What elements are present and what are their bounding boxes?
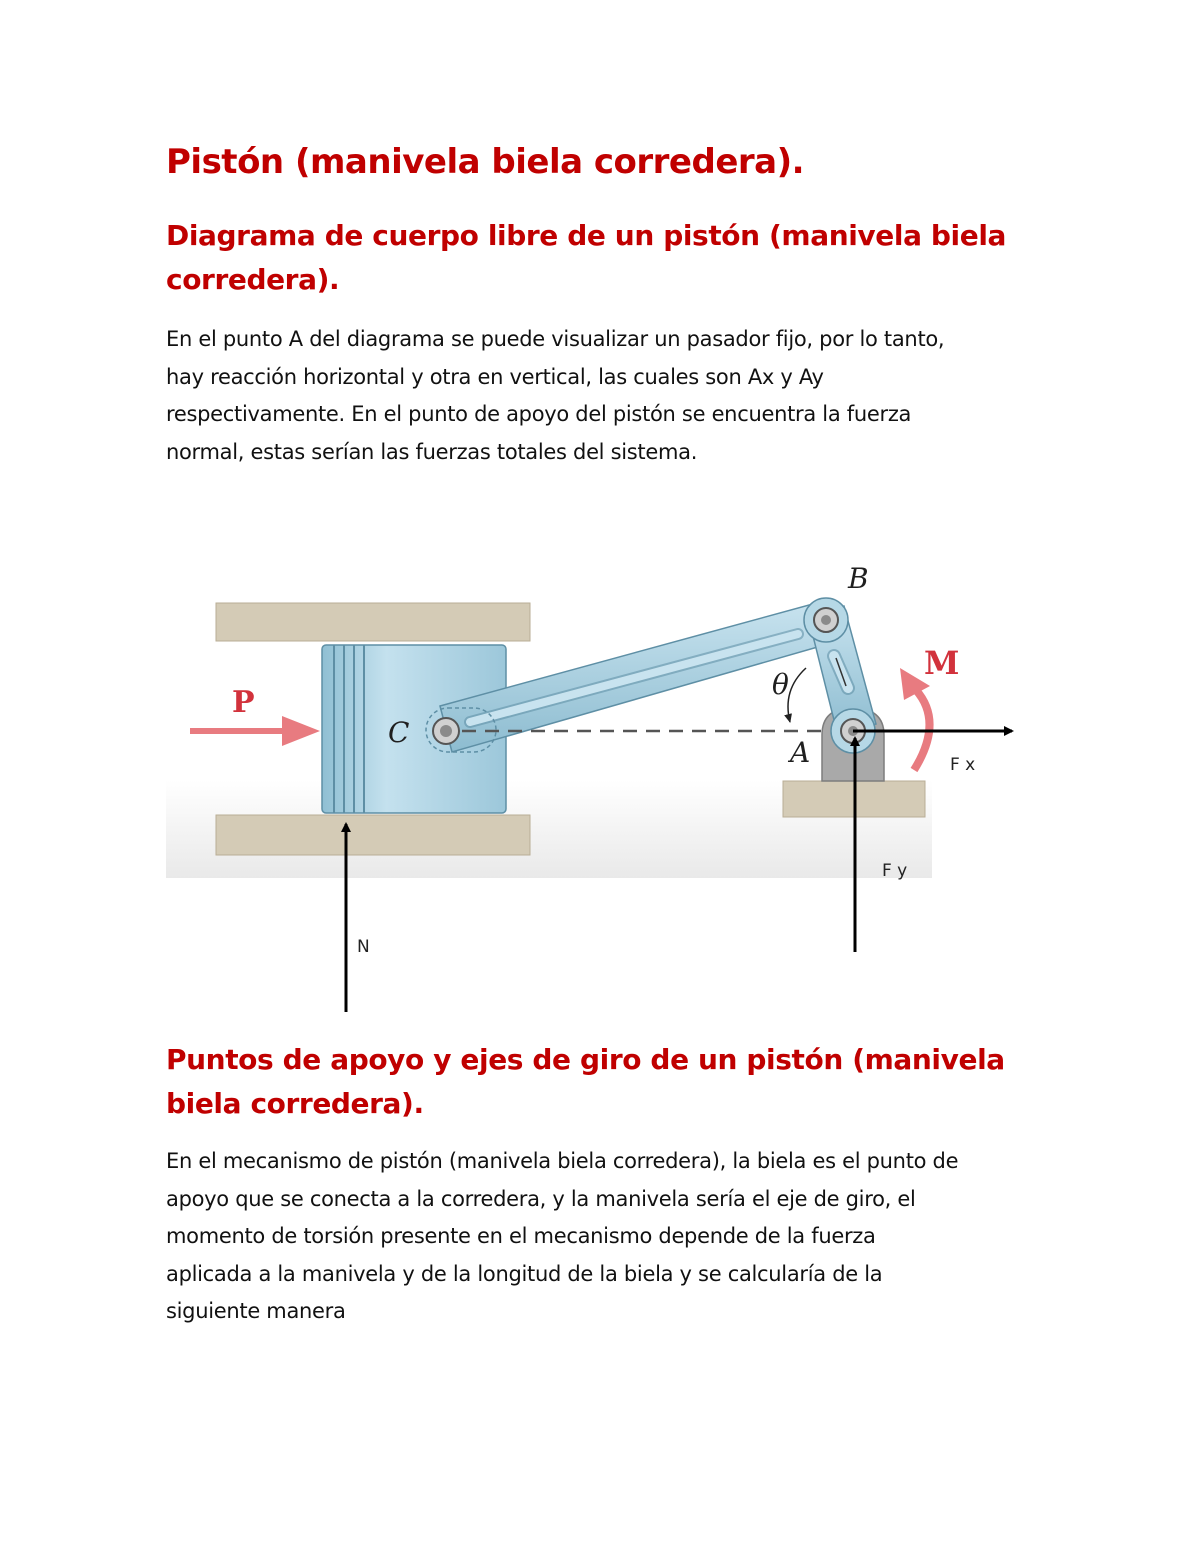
paragraph-line: normal, estas serían las fuerzas totales del sistema. (166, 439, 698, 464)
label-fx: F x (950, 755, 976, 775)
cylinder-wall-top (216, 603, 530, 641)
paragraph-line: siguiente manera (166, 1299, 346, 1323)
cylinder-wall-bottom (216, 815, 530, 855)
section1-paragraph (166, 321, 1046, 471)
moment-m-arrow (900, 668, 930, 770)
piston-free-body-diagram (0, 540, 1200, 1020)
page-title: Pistón (manivela biela corredera). (166, 142, 805, 182)
label-b: B (848, 562, 869, 595)
force-p-arrow (190, 716, 320, 746)
label-c: C (388, 716, 410, 749)
section2-heading-line: biela corredera). (166, 1087, 424, 1120)
section2-heading-line: Puntos de apoyo y ejes de giro de un pistón (manivela (166, 1043, 1005, 1076)
pin-b (804, 598, 848, 642)
label-m: M (924, 644, 960, 682)
paragraph-line: aplicada a la manivela y de la longitud de la biela y se calcularía de la (166, 1261, 883, 1286)
paragraph-line: respectivamente. En el punto de apoyo del pistón se encuentra la fuerza (166, 402, 912, 426)
label-n: N (357, 937, 370, 957)
section1-heading (166, 214, 1066, 302)
paragraph-line: En el punto A del diagrama se puede visualizar un pasador fijo, por lo tanto, (166, 327, 945, 351)
section1-heading-line: corredera). (166, 263, 340, 296)
label-p: P (232, 685, 255, 720)
theta-arc (788, 668, 806, 722)
paragraph-line: hay reacción horizontal y otra en vertical, las cuales son Ax y Ay (166, 364, 824, 389)
label-theta: θ (772, 668, 789, 701)
paragraph-line: apoyo que se conecta a la corredera, y la manivela sería el eje de giro, el (166, 1186, 916, 1211)
paragraph-line: momento de torsión presente en el mecanismo depende de la fuerza (166, 1224, 876, 1248)
section1-heading-line: Diagrama de cuerpo libre de un pistón (manivela biela (166, 219, 1007, 252)
section2-heading (166, 1038, 1066, 1126)
paragraph-line: En el mecanismo de pistón (manivela biela corredera), la biela es el punto de (166, 1149, 959, 1173)
section2-paragraph (166, 1143, 1046, 1331)
label-fy: F y (882, 861, 908, 881)
label-a: A (790, 736, 811, 769)
